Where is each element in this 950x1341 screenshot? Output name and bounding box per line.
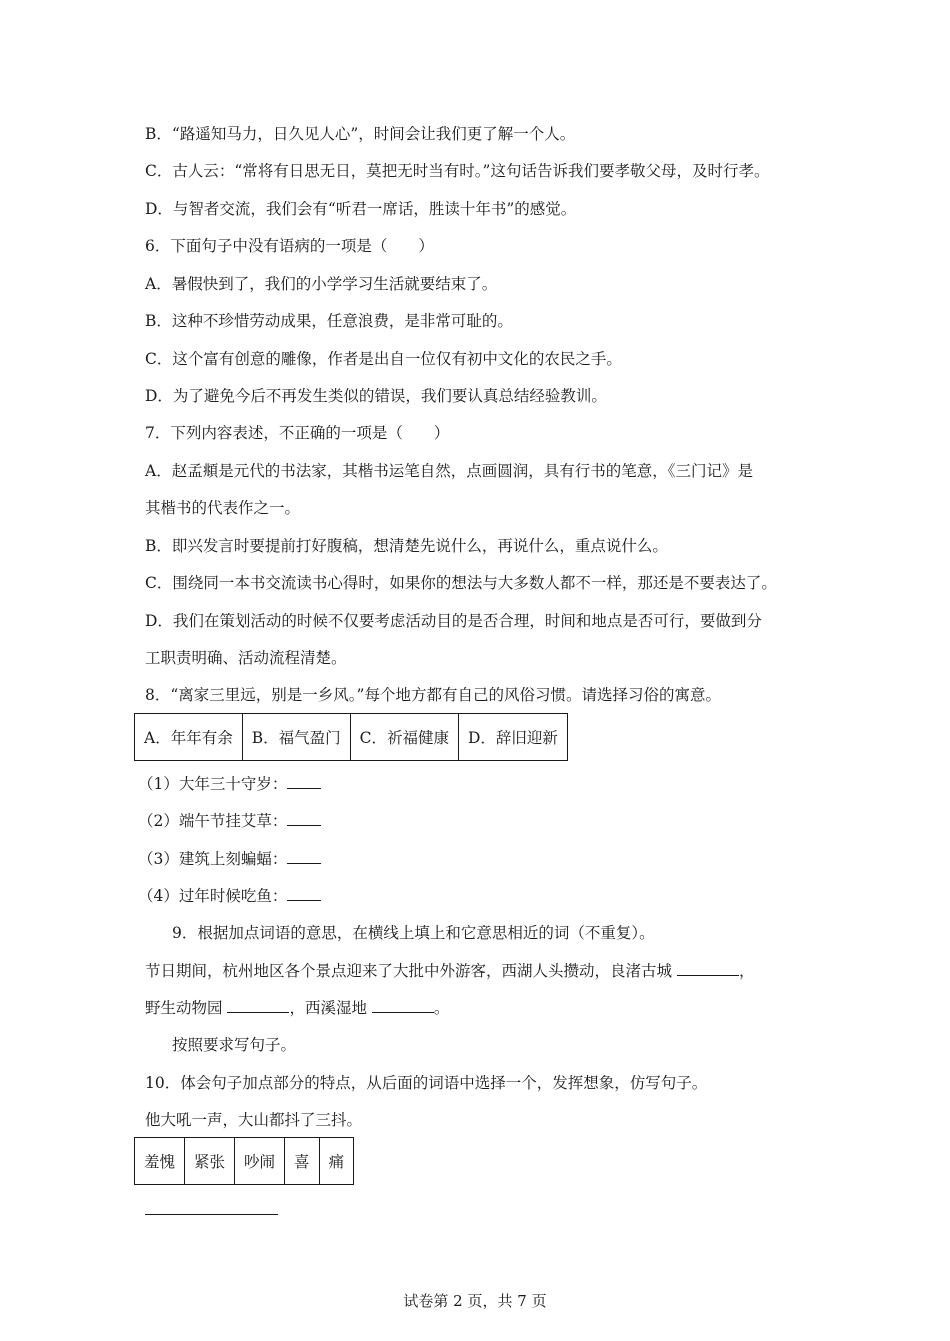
q8-option-a: A．年年有余 bbox=[135, 714, 243, 761]
q6-option-b: B．这种不珍惜劳动成果，任意浪费，是非常可耻的。 bbox=[145, 312, 513, 330]
q8-item-1-label: （1）大年三十守岁： bbox=[138, 775, 288, 793]
answer-blank[interactable] bbox=[287, 811, 321, 826]
q10-words-table bbox=[134, 1137, 354, 1185]
q8-item-4 bbox=[138, 886, 830, 906]
q8-option-c: C．祈福健康 bbox=[350, 714, 458, 761]
q9-line-2 bbox=[145, 998, 830, 1018]
q10-example: 他大吼一声，大山都抖了三抖。 bbox=[145, 1111, 363, 1129]
q5-option-b: B．“路遥知马力，日久见人心”，时间会让我们更了解一个人。 bbox=[145, 125, 576, 143]
answer-blank[interactable] bbox=[287, 774, 321, 789]
q9-line-1 bbox=[145, 961, 830, 981]
q7-stem: 7．下列内容表述，不正确的一项是（ ） bbox=[145, 424, 450, 442]
q7-option-a-line2: 其楷书的代表作之一。 bbox=[145, 499, 301, 517]
q7-option-d-line2: 工职责明确、活动流程清楚。 bbox=[145, 649, 347, 667]
q8-option-b: B．福气盈门 bbox=[242, 714, 350, 761]
q8-item-1 bbox=[138, 774, 830, 794]
q6-option-d: D．为了避免今后不再发生类似的错误，我们要认真总结经验教训。 bbox=[145, 387, 607, 405]
q8-stem: 8．“离家三里远，别是一乡风。”每个地方都有自己的风俗习惯。请选择习俗的寓意。 bbox=[145, 686, 721, 704]
q6-option-a: A．暑假快到了，我们的小学学习生活就要结束了。 bbox=[145, 275, 498, 293]
q5-option-c: C．古人云：“常将有日思无日，莫把无时当有时。”这句话告诉我们要孝敬父母，及时行孝。 bbox=[145, 162, 770, 180]
q9-line-2-text-b: ，西溪湿地 bbox=[289, 999, 367, 1017]
q10-word-4: 喜 bbox=[285, 1138, 320, 1185]
q6-option-c: C．这个富有创意的雕像，作者是出自一位仅有初中文化的农民之手。 bbox=[145, 350, 622, 368]
q7-option-d-line1: D．我们在策划活动的时候不仅要考虑活动目的是否合理，时间和地点是否可行，要做到分 bbox=[145, 612, 762, 630]
q10-stem: 10．体会句子加点部分的特点，从后面的词语中选择一个，发挥想象，仿写句子。 bbox=[145, 1074, 708, 1092]
q8-item-4-label: （4）过年时候吃鱼： bbox=[138, 887, 288, 905]
q7-option-a-line1: A．赵孟頫是元代的书法家，其楷书运笔自然，点画圆润，具有行书的笔意，《三门记》是 bbox=[145, 462, 753, 480]
q10-answer-line[interactable] bbox=[145, 1214, 278, 1215]
q9-line-1-punct: ， bbox=[738, 962, 755, 980]
q5-option-d: D．与智者交流，我们会有“听君一席话，胜读十年书”的感觉。 bbox=[145, 200, 577, 218]
q8-item-3-label: （3）建筑上刻蝙蝠： bbox=[138, 850, 288, 868]
q9-line-2-punct: 。 bbox=[433, 999, 450, 1017]
q8-options-table bbox=[134, 713, 568, 761]
page-footer: 试卷第 2 页，共 7 页 bbox=[403, 1292, 547, 1310]
q10-word-1: 羞愧 bbox=[135, 1138, 185, 1185]
answer-blank[interactable] bbox=[287, 886, 321, 901]
q10-word-2: 紧张 bbox=[185, 1138, 235, 1185]
q8-item-2-label: （2）端午节挂艾草： bbox=[138, 812, 288, 830]
answer-blank[interactable] bbox=[677, 961, 739, 976]
q10-word-3: 吵闹 bbox=[235, 1138, 285, 1185]
q9-line-1-text: 节日期间，杭州地区各个景点迎来了大批中外游客，西湖人头攒动，良渚古城 bbox=[145, 962, 673, 980]
q8-item-2 bbox=[138, 811, 830, 831]
q8-option-d: D．辞旧迎新 bbox=[458, 714, 567, 761]
q9-line-2-text-a: 野生动物园 bbox=[145, 999, 223, 1017]
answer-blank[interactable] bbox=[372, 998, 434, 1013]
q10-word-5: 痛 bbox=[319, 1138, 354, 1185]
q7-option-c: C．围绕同一本书交流读书心得时，如果你的想法与大多数人都不一样，那还是不要表达了。 bbox=[145, 574, 777, 592]
q8-item-3 bbox=[138, 849, 830, 869]
q7-option-b: B．即兴发言时要提前打好腹稿，想清楚先说什么，再说什么，重点说什么。 bbox=[145, 537, 668, 555]
q9-stem: 9．根据加点词语的意思，在横线上填上和它意思相近的词（不重复）。 bbox=[172, 924, 655, 942]
answer-blank[interactable] bbox=[287, 849, 321, 864]
q6-stem: 6．下面句子中没有语病的一项是（ ） bbox=[145, 237, 434, 255]
section-heading: 按照要求写句子。 bbox=[172, 1036, 297, 1054]
answer-blank[interactable] bbox=[227, 998, 289, 1013]
